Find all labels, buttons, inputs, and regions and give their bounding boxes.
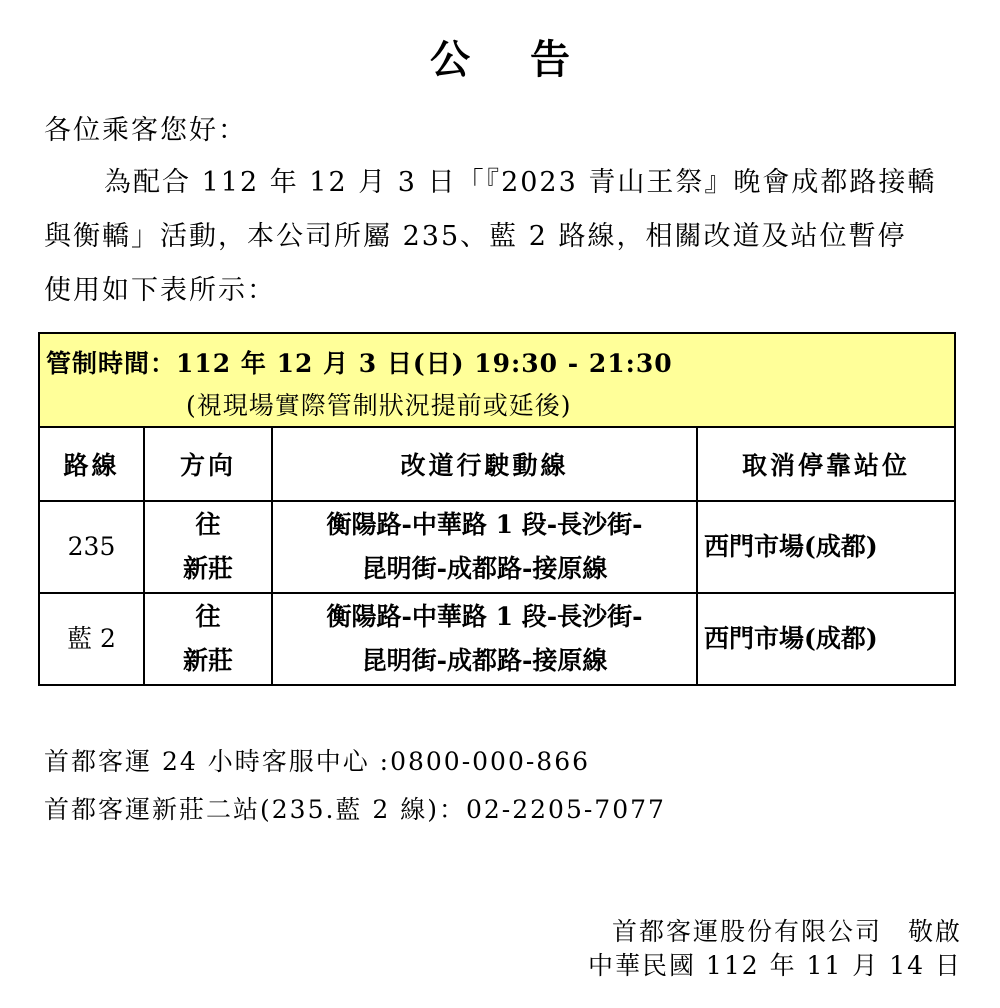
contact-station: 首都客運新莊二站(235.藍 2 線)：02-2205-7077 <box>44 795 666 824</box>
table-row <box>39 593 955 685</box>
body-line-3: 使用如下表所示： <box>44 275 276 306</box>
signature-company-line <box>612 912 962 948</box>
page-title: 公告 <box>430 36 630 83</box>
direction-line-2: 新莊 <box>182 646 233 675</box>
greeting: 各位乘客您好： <box>44 115 247 146</box>
body-line-2: 與衡轎」活動，本公司所屬 235、藍 2 路線，相關改道及站位暫停 <box>44 221 907 252</box>
detour-path-line-2: 昆明街-成都路-接原線 <box>361 646 608 675</box>
detour-table <box>38 332 956 686</box>
body-line-1: 為配合 112 年 12 月 3 日「『2023 青山王祭』晚會成都路接轎 <box>104 167 937 198</box>
header-cancelled-stop: 取消停靠站位 <box>697 427 955 501</box>
detour-path-line-1: 衡陽路-中華路 1 段-長沙街- <box>326 510 643 539</box>
direction-cell <box>144 593 272 685</box>
control-note: (視現場實際管制狀況提前或延後) <box>186 391 572 420</box>
route-cell: 235 <box>39 501 144 593</box>
direction-line-1: 往 <box>195 510 221 539</box>
direction-cell <box>144 501 272 593</box>
signature-company: 首都客運股份有限公司 <box>611 917 882 946</box>
table-row <box>39 501 955 593</box>
cancelled-stop-cell: 西門市場(成都) <box>697 501 955 593</box>
detour-path-line-2: 昆明街-成都路-接原線 <box>361 554 608 583</box>
header-detour-path: 改道行駛動線 <box>272 427 697 501</box>
detour-path-cell <box>272 593 697 685</box>
header-direction: 方向 <box>144 427 272 501</box>
direction-line-1: 往 <box>195 602 221 631</box>
signature-date: 中華民國 112 年 11 月 14 日 <box>587 951 962 980</box>
signature-salutation: 敬啟 <box>907 917 962 946</box>
contact-service-center: 首都客運 24 小時客服中心 :0800-000-866 <box>44 747 591 776</box>
route-cell: 藍 2 <box>39 593 144 685</box>
detour-path-cell <box>272 501 697 593</box>
cancelled-stop-cell: 西門市場(成都) <box>697 593 955 685</box>
direction-line-2: 新莊 <box>182 554 233 583</box>
table-header-row <box>39 427 955 501</box>
control-time-row <box>39 333 955 427</box>
detour-path-line-1: 衡陽路-中華路 1 段-長沙街- <box>326 602 643 631</box>
control-time: 管制時間：112 年 12 月 3 日(日) 19:30 - 21:30 <box>46 349 673 378</box>
control-time-cell <box>39 333 955 427</box>
header-route: 路線 <box>39 427 144 501</box>
